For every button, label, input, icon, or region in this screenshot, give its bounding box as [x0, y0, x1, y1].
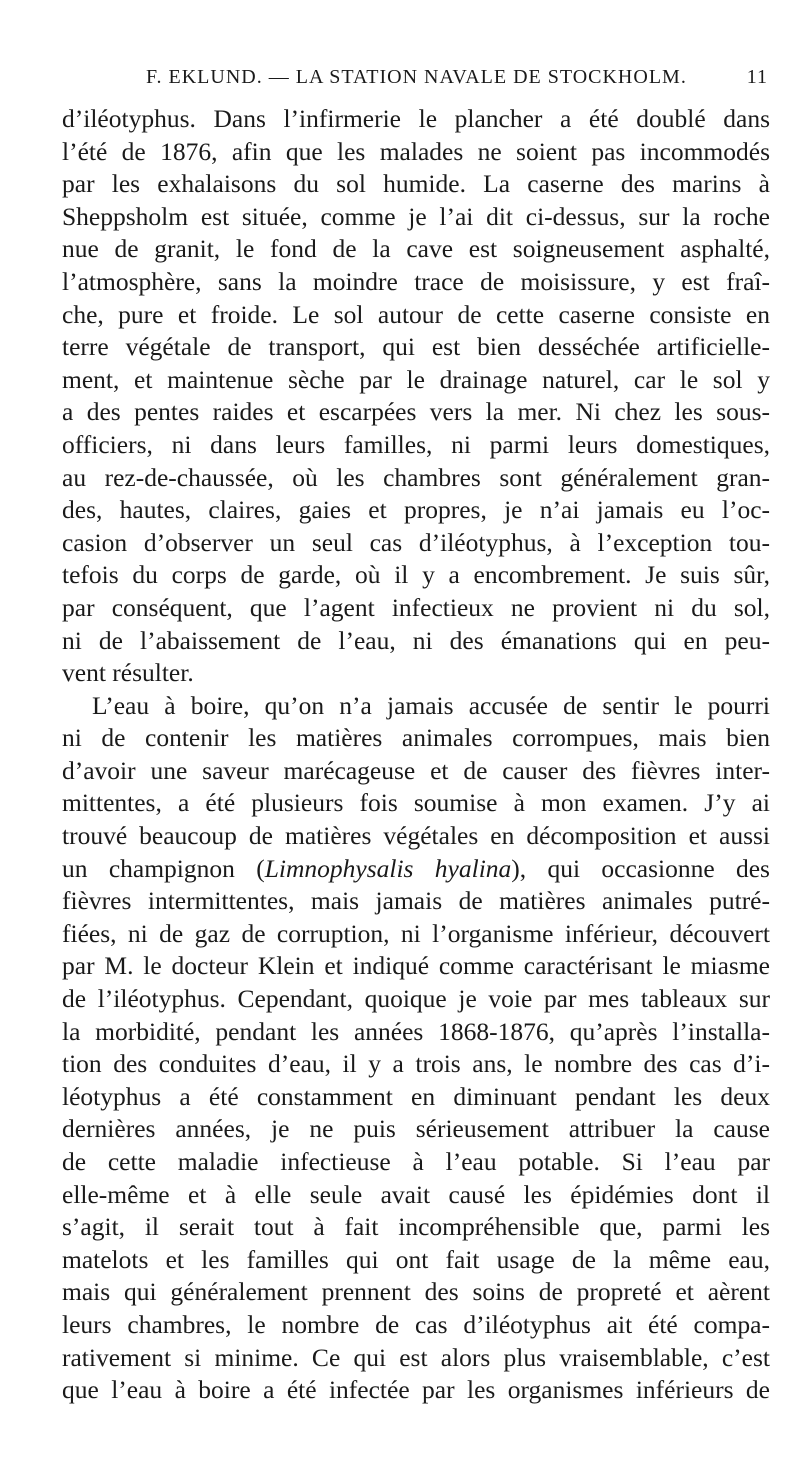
- italic-species-name: Limnophysalis hyalina: [264, 853, 512, 883]
- text-line: de l’iléotyphus. Cependant, quoique je voie par mes tableaux sur: [62, 984, 770, 1014]
- paragraph-1: [62, 103, 770, 690]
- text-line: rativement si minime. Ce qui est alors plus vraisemblable, c’est: [62, 1342, 770, 1372]
- body-text: [62, 103, 770, 1407]
- text-line: tion des conduites d’eau, il y a trois ans, le nombre des cas d’i-: [62, 1049, 770, 1079]
- text-line: par les exhalaisons du sol humide. La caserne des marins à: [62, 169, 770, 199]
- text-line: d’avoir une saveur marécageuse et de causer des fièvres inter-: [62, 755, 770, 785]
- text-line: fiées, ni de gaz de corruption, ni l’organisme inférieur, découvert: [62, 918, 770, 948]
- text-line: terre végétale de transport, qui est bien desséchée artificielle-: [62, 332, 770, 362]
- text-line: l’atmosphère, sans la moindre trace de moisissure, y est fraî-: [62, 266, 770, 296]
- text-line: des, hautes, claires, gaies et propres, je n’ai jamais eu l’oc-: [62, 495, 770, 525]
- text-line: L’eau à boire, qu’on n’a jamais accusée de sentir le pourri: [92, 690, 770, 720]
- text-line: s’agit, il serait tout à fait incompréhensible que, parmi les: [62, 1212, 770, 1242]
- text-run: ), qui occasionne des: [511, 853, 770, 883]
- text-line: ni de contenir les matières animales corrompues, mais bien: [62, 723, 770, 753]
- text-line: tefois du corps de garde, où il y a encombrement. Je suis sûr,: [62, 560, 770, 590]
- running-header: [62, 66, 768, 96]
- text-line: par conséquent, que l’agent infectieux ne provient ni du sol,: [62, 592, 770, 622]
- text-line: che, pure et froide. Le sol autour de cette caserne consiste en: [62, 299, 770, 329]
- text-line: que l’eau à boire a été infectée par les organismes inférieurs de: [62, 1375, 770, 1405]
- text-line: officiers, ni dans leurs familles, ni parmi leurs domestiques,: [62, 429, 770, 459]
- text-line: léotyphus a été constamment en diminuant pendant les deux: [62, 1081, 770, 1111]
- text-line: mais qui généralement prennent des soins de propreté et aèrent: [62, 1277, 770, 1307]
- text-line: Sheppsholm est située, comme je l’ai dit ci-dessus, sur la roche: [62, 201, 770, 231]
- text-line: la morbidité, pendant les années 1868-1876, qu’après l’installa-: [62, 1016, 770, 1046]
- text-line-with-italic: [62, 853, 770, 886]
- text-line: nue de granit, le fond de la cave est soigneusement asphalté,: [62, 234, 770, 264]
- text-line: fièvres intermittentes, mais jamais de matières animales putré-: [62, 886, 770, 916]
- text-line: par M. le docteur Klein et indiqué comme caractérisant le miasme: [62, 951, 770, 981]
- text-line: au rez-de-chaussée, où les chambres sont généralement gran-: [62, 462, 770, 492]
- text-line: d’iléotyphus. Dans l’infirmerie le plancher a été doublé dans: [62, 104, 770, 133]
- text-line: dernières années, je ne puis sérieusement attribuer la cause: [62, 1114, 770, 1144]
- text-run: un champignon (: [62, 853, 265, 883]
- text-line: a des pentes raides et escarpées vers la mer. Ni chez les sous-: [62, 397, 770, 427]
- text-line: vent résulter.: [62, 658, 194, 688]
- paragraph-2: [62, 690, 770, 1407]
- text-line: de cette maladie infectieuse à l’eau potable. Si l’eau par: [62, 1147, 770, 1176]
- running-title: F. EKLUND. — LA STATION NAVALE DE STOCKHOLM.: [146, 66, 687, 88]
- text-line: mittentes, a été plusieurs fois soumise à mon examen. J’y ai: [62, 788, 770, 818]
- text-line: casion d’observer un seul cas d’iléotyphus, à l’exception tou-: [62, 527, 770, 557]
- text-line: elle-même et à elle seule avait causé les épidémies dont il: [62, 1179, 770, 1209]
- page-number: 11: [746, 66, 768, 88]
- text-line: ni de l’abaissement de l’eau, ni des émanations qui en peu-: [62, 625, 770, 655]
- text-line: ment, et maintenue sèche par le drainage naturel, car le sol y: [62, 364, 770, 394]
- text-line: matelots et les familles qui ont fait usage de la même eau,: [62, 1244, 770, 1274]
- text-line: leurs chambres, le nombre de cas d’iléotyphus ait été compa-: [62, 1309, 770, 1339]
- text-line: l’été de 1876, afin que les malades ne soient pas incommodés: [62, 136, 770, 166]
- text-line: trouvé beaucoup de matières végétales en décomposition et aussi: [62, 821, 770, 851]
